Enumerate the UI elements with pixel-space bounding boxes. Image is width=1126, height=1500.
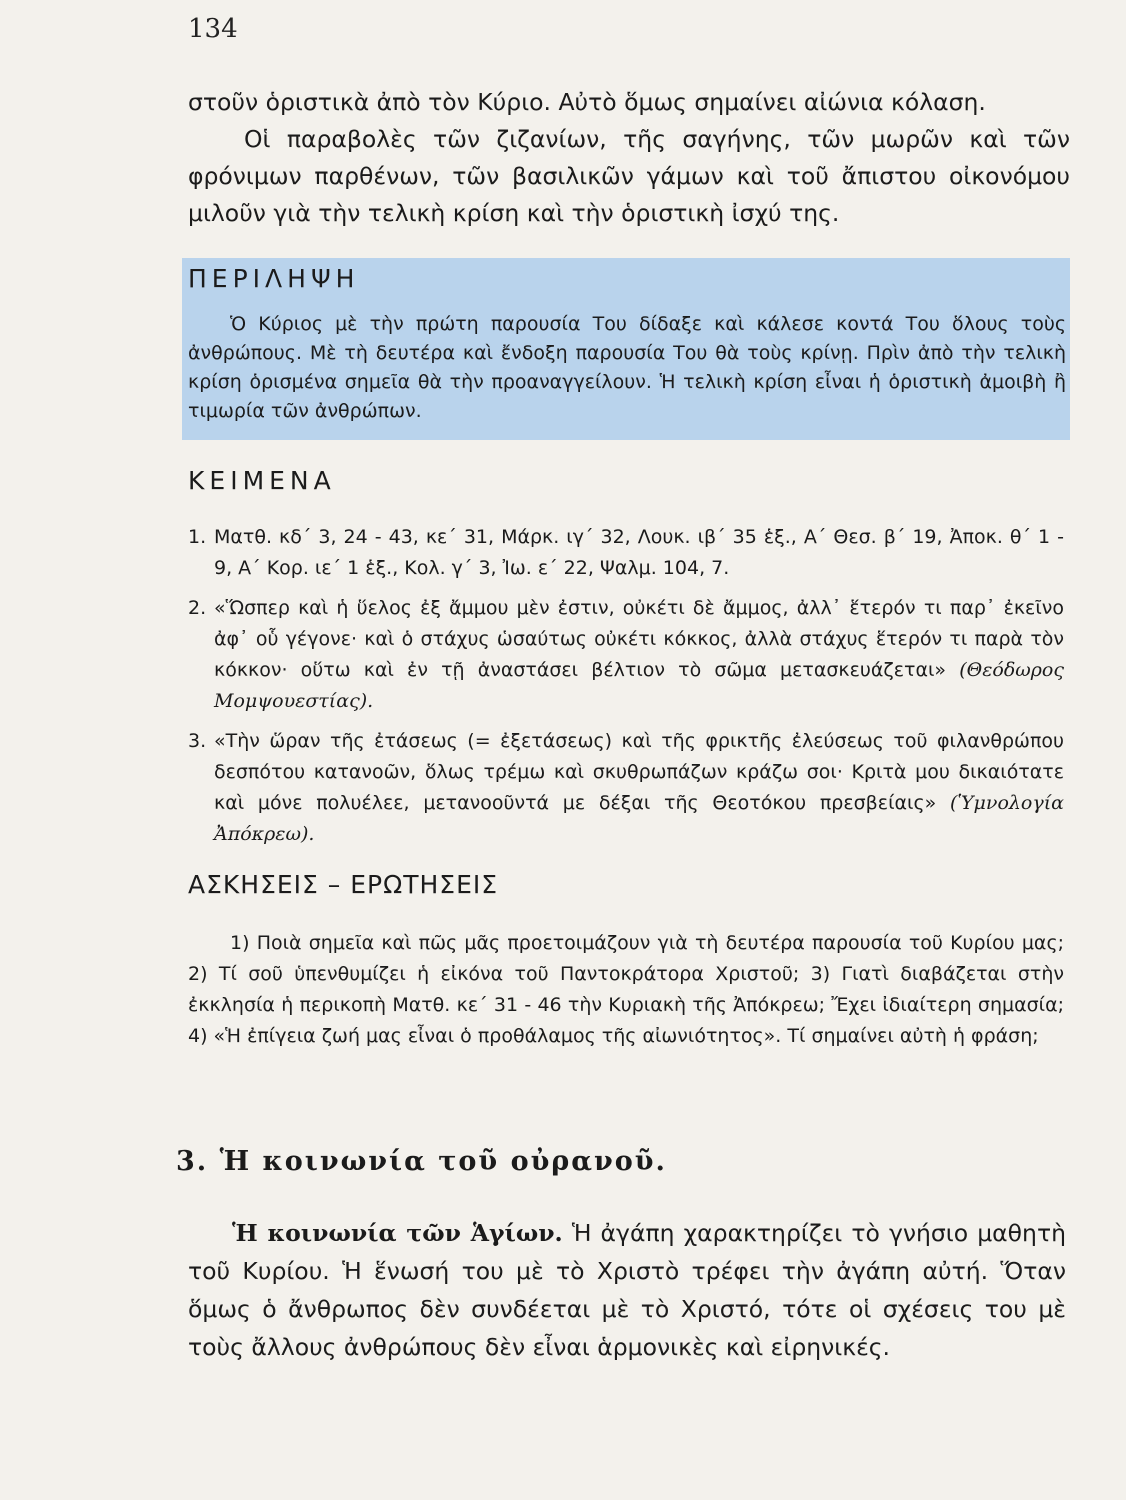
section-run-in-heading: Ἡ κοινωνία τῶν Ἁγίων. — [232, 1219, 563, 1247]
exercises-text: 1) Ποιὰ σημεῖα καὶ πῶς μᾶς προετοιμάζουν γιὰ τὴ δευτέρα παρουσία τοῦ Κυρίου μας; 2) Τί σοῦ ὑπενθυμίζει ἡ εἰκόνα τοῦ Παντοκράτορα Χριστοῦ; 3) Γιατὶ διαβάζεται στὴν ἐκκλησία ἡ περικοπὴ Ματθ. κε΄ 31 - 46 τὴν Κυριακὴ τῆς Ἀπόκρεω; Ἔχει ἰδιαίτερη σημασία; 4) «Ἡ ἐπίγεια ζωή μας εἶναι ὁ προθάλαμος τῆς αἰωνιότητος». Τί σημαίνει αὐτὴ ἡ φράση; — [188, 932, 1064, 1047]
texts-item — [188, 522, 1064, 584]
texts-item-number: 3. — [188, 730, 207, 752]
section-paragraph — [188, 1214, 1066, 1366]
texts-item-text: Ματθ. κδ΄ 3, 24 - 43, κε΄ 31, Μάρκ. ιγ΄ 32, Λουκ. ιβ΄ 35 ἑξ., Α΄ Θεσ. β΄ 19, Ἀποκ. θ΄ 1 - 9, Α΄ Κορ. ιε΄ 1 ἑξ., Κολ. γ΄ 3, Ἰω. ε΄ 22, Ψαλμ. 104, 7. — [214, 526, 1064, 579]
texts-item-text: «Τὴν ὥραν τῆς ἐτάσεως (= ἐξετάσεως) καὶ τῆς φρικτῆς ἐλεύσεως τοῦ φιλανθρώπου δεσπότου κατανοῶν, ὅλως τρέμω καὶ σκυθρωπάζων κράζω σοι· Κριτὰ μου δικαιότατε καὶ μόνε πολυέλεε, μετανοοῦντά με δέξαι τῆς Θεοτόκου πρεσβείαις» — [214, 730, 1064, 814]
page-number: 134 — [188, 14, 238, 44]
summary-text: Ὁ Κύριος μὲ τὴν πρώτη παρουσία Του δίδαξε καὶ κάλεσε κοντά Του ὅλους τοὺς ἀνθρώπους. Μὲ τὴ δευτέρα καὶ ἔνδοξη παρουσία Του θὰ τοὺς κρίνῃ. Πρὶν ἀπὸ τὴν τελικὴ κρίση ὁρισμένα σημεῖα θὰ τὴν προαναγγείλουν. Ἡ τελικὴ κρίση εἶναι ἡ ὁριστικὴ ἀμοιβὴ ἢ τιμωρία τῶν ἀνθρώπων. — [188, 313, 1066, 422]
texts-item-citation: (Θεόδωρος Μομψουεστίας). — [214, 659, 1065, 712]
texts-item-number: 2. — [188, 597, 207, 619]
texts-item — [188, 726, 1064, 850]
intro-parables-text: Οἱ παραβολὲς τῶν ζιζανίων, τῆς σαγήνης, τῶν μωρῶν καὶ τῶν φρόνιμων παρθένων, τῶν βασιλικῶν γάμων καὶ τοῦ ἄπιστου οἰκονόμου μιλοῦν γιὰ τὴν τελικὴ κρίση καὶ τὴν ὁριστικὴ ἰσχύ της. — [188, 125, 1070, 227]
texts-heading: ΚΕΙΜΕΝΑ — [188, 466, 336, 495]
texts-item-text: «Ὥσπερ καὶ ἡ ὕελος ἐξ ἄμμου μὲν ἐστιν, οὐκέτι δὲ ἄμμος, ἀλλ᾽ ἕτερόν τι παρ᾽ ἐκεῖνο ἀφ᾽ οὗ γέγονε· καὶ ὁ στάχυς ὡσαύτως οὐκέτι κόκκος, ἀλλὰ στάχυς ἕτερόν τι παρὰ τὸν κόκκον· οὕτω καὶ ἐν τῇ ἀναστάσει βέλτιον τὸ σῶμα μετασκευάζεται» — [214, 597, 1064, 681]
section-title: 3. Ἡ κοινωνία τοῦ οὐρανοῦ. — [176, 1146, 667, 1177]
texts-list — [188, 522, 1064, 859]
texts-item-citation: (Ὑμνολογία Ἀπόκρεω). — [214, 792, 1064, 845]
intro-paragraph — [188, 84, 1070, 232]
intro-line: στοῦν ὁριστικὰ ἀπὸ τὸν Κύριο. Αὐτὸ ὅμως σημαίνει αἰώνια κόλαση. — [188, 88, 986, 116]
summary-heading: ΠΕΡΙΛΗΨΗ — [188, 264, 360, 293]
exercises-heading: ΑΣΚΗΣΕΙΣ – ΕΡΩΤΗΣΕΙΣ — [188, 870, 499, 899]
texts-item — [188, 593, 1064, 717]
texts-item-number: 1. — [188, 526, 207, 548]
section-text: Ἡ ἀγάπη χαρακτηρίζει τὸ γνήσιο μαθητὴ τοῦ Κυρίου. Ἡ ἕνωσή του μὲ τὸ Χριστὸ τρέφει τὴν ἀγάπη αὐτή. Ὅταν ὅμως ὁ ἄνθρωπος δὲν συνδέεται μὲ τὸ Χριστό, τότε οἱ σχέσεις του μὲ τοὺς ἄλλους ἀνθρώπους δὲν εἶναι ἁρμονικὲς καὶ εἰρηνικές. — [188, 1219, 1066, 1361]
